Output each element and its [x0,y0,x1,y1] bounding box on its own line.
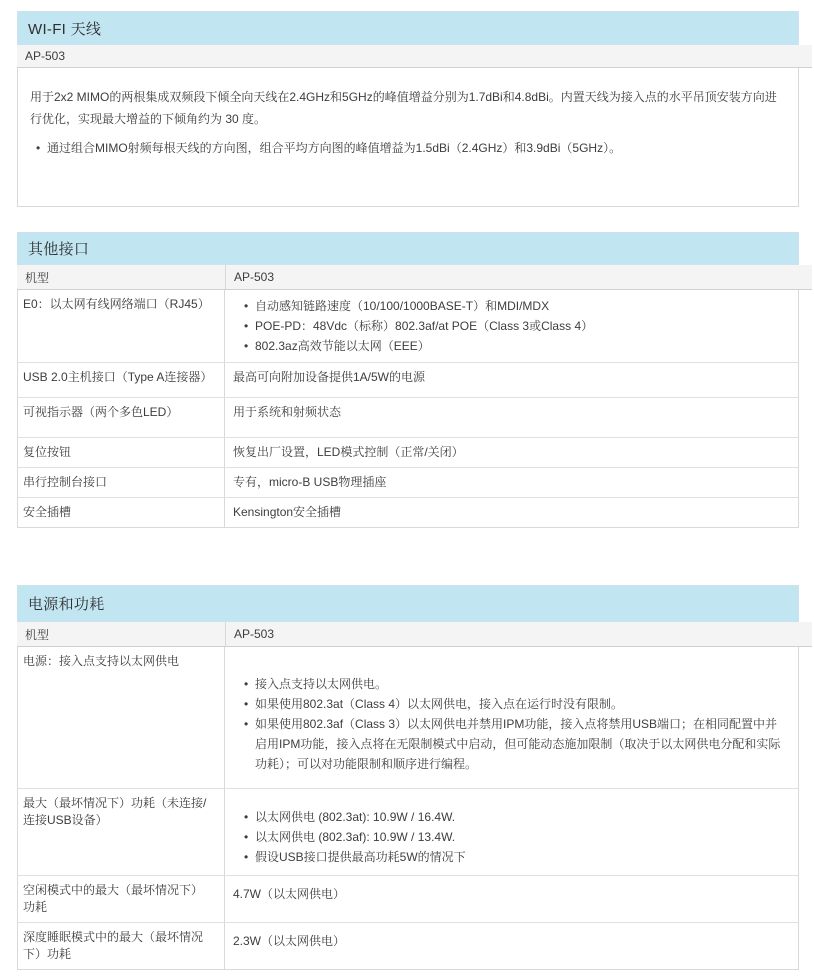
spec-value [225,789,798,875]
bullet-list [30,138,786,158]
bullet-list [233,296,788,356]
bullet-item: • POE-PD：48Vdc（标称）802.3af/at POE（Class 3或Class 4） [243,316,788,336]
table-row [18,876,798,923]
bullet-item: • 接入点支持以太网供电。 [243,674,788,694]
model-value: AP-503 [225,622,274,646]
section-wifi-antenna [17,11,799,207]
table-row [18,290,798,363]
table-row [18,398,798,438]
bullet-item: • 以太网供电 (802.3at): 10.9W / 16.4W. [243,807,788,827]
bullet-item: • 假设USB接口提供最高功耗5W的情况下 [243,847,788,867]
table-row [18,647,798,789]
section-other-interfaces [17,232,799,528]
spec-value [225,290,798,362]
bullet-list [233,807,788,867]
table-row [18,498,798,527]
spec-value: 最高可向附加设备提供1A/5W的电源 [233,370,426,384]
section-header [17,232,799,265]
section-title: WI-FI 天线 [28,20,102,38]
spec-value: 2.3W（以太网供电） [233,934,346,948]
spec-label: 电源：接入点支持以太网供电 [18,647,225,788]
spec-label: USB 2.0主机接口（Type A连接器） [18,363,225,397]
section-body-frame [17,45,799,207]
section-title: 其他接口 [28,241,90,258]
bullet-item: • 通过组合MIMO射频每根天线的方向图，组合平均方向图的峰值增益为1.5dBi（2.4GHz）和3.9dBi（5GHz）。 [35,138,786,158]
spec-label: 深度睡眠模式中的最大（最坏情况下）功耗 [18,923,225,969]
bullet-item: • 自动感知链路速度（10/100/1000BASE-T）和MDI/MDX [243,296,788,316]
table-row [18,923,798,969]
table-row [18,468,798,498]
section-power-consumption [17,585,799,970]
spec-value [225,647,798,788]
spec-label: 复位按钮 [18,438,225,467]
bullet-list [233,674,788,774]
model-header: 机型 [25,627,50,642]
spec-value: Kensington安全插槽 [233,505,342,519]
spec-value: 4.7W（以太网供电） [233,887,346,901]
spec-label: 安全插槽 [18,498,225,527]
spec-label: 可视指示器（两个多色LED） [18,398,225,437]
bullet-item: • 如果使用802.3at（Class 4）以太网供电，接入点在运行时没有限制。 [243,694,788,714]
section-header [17,585,799,622]
section-header [17,11,799,45]
table-row [18,363,798,398]
bullet-item: • 如果使用802.3af（Class 3）以太网供电并禁用IPM功能，接入点将禁用USB端口；在相同配置中并启用IPM功能，接入点将在无限制模式中启动，但可能动态施加限制（取决于以太网供电分配和实际功耗）；可以对功能限制和顺序进行编程。 [243,714,788,774]
model-row [17,622,812,647]
spec-label: 最大（最坏情况下）功耗（未连接/连接USB设备） [18,789,225,875]
table-row [18,438,798,468]
model-row [17,265,812,290]
antenna-paragraph: 用于2x2 MIMO的两根集成双频段下倾全向天线在2.4GHz和5GHz的峰值增益分别为1.7dBi和4.8dBi。内置天线为接入点的水平吊顶安装方向进行优化，实现最大增益的下倾角约为 30 度。 [30,90,777,126]
spec-table [17,622,799,970]
spec-table [17,265,799,528]
table-row [18,789,798,876]
spec-value: 用于系统和射频状态 [233,405,342,419]
model-header: 机型 [25,270,50,285]
spec-value: 专有，micro-B USB物理插座 [233,475,387,489]
model-row [17,45,812,68]
spec-label: 串行控制台接口 [18,468,225,497]
model-value: AP-503 [25,49,66,63]
bullet-item: • 以太网供电 (802.3af): 10.9W / 13.4W. [243,827,788,847]
section-title: 电源和功耗 [28,596,105,613]
spec-value: 恢复出厂设置，LED模式控制（正常/关闭） [233,445,464,459]
antenna-description [18,68,798,206]
bullet-item: • 802.3az高效节能以太网（EEE） [243,336,788,356]
spec-label: E0：以太网有线网络端口（RJ45） [18,290,225,362]
spec-label: 空闲模式中的最大（最坏情况下）功耗 [18,876,225,922]
model-value: AP-503 [225,265,274,289]
